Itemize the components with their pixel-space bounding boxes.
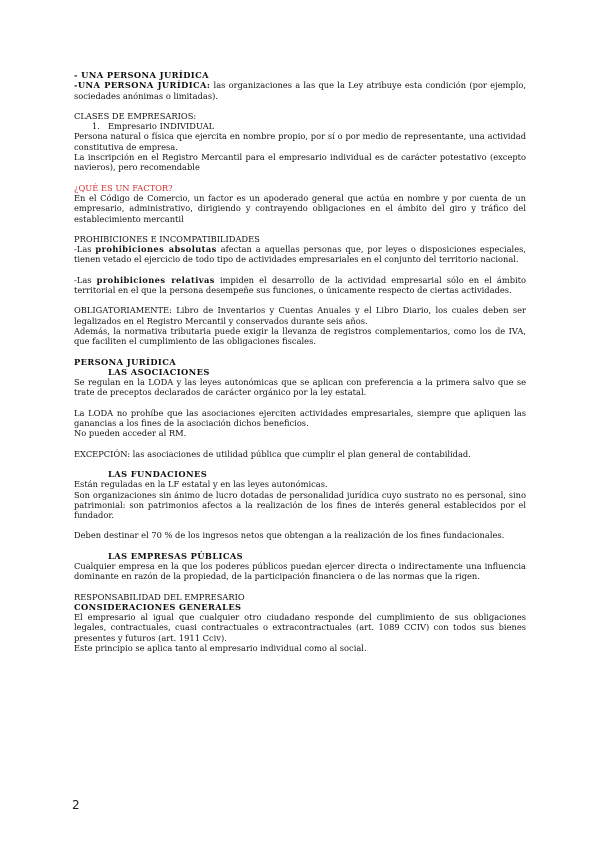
fundaciones-heading: LAS FUNDACIONES bbox=[108, 468, 208, 479]
paragraph-persona-juridica bbox=[74, 80, 526, 101]
paragraph: Cualquier empresa en la que los poderes públicos puedan ejercer directa o indirectamente una influencia dominante en razón de la propiedad, de la participación financiera o de las normas que la rigen. bbox=[74, 560, 526, 582]
list-item-label: Empresario INDIVIDUAL bbox=[108, 121, 215, 132]
paragraph: En el Código de Comercio, un factor es un apoderado general que actúa en nombre y por cuenta de un empresario, administrativo, dirigiendo y contrayendo obligaciones en el ámbito del giro y tráfico del establecimiento mercantil bbox=[74, 192, 526, 224]
paragraph-text: -Las bbox=[74, 274, 97, 285]
clases-heading: CLASES DE EMPRESARIOS: bbox=[74, 110, 197, 121]
paragraph bbox=[74, 275, 526, 296]
list-item bbox=[74, 121, 526, 131]
asociaciones-heading: LAS ASOCIACIONES bbox=[108, 366, 210, 377]
paragraph: Deben destinar el 70 % de los ingresos netos que obtengan a la realización de los fines fundacionales. bbox=[74, 530, 505, 541]
paragraph: Son organizaciones sin ánimo de lucro dotadas de personalidad jurídica cuyo sustrato no es personal, sino patrimonial: son patrimonios afectos a la realización de los fines de interés general establecidos por el fundador. bbox=[74, 489, 526, 521]
paragraph: Este principio se aplica tanto al empresario individual como al social. bbox=[74, 643, 367, 654]
document-body bbox=[74, 70, 526, 653]
paragraph: La inscripción en el Registro Mercantil para el empresario individual es de carácter potestativo (excepto navieros), pero recomendable bbox=[74, 152, 526, 173]
paragraph-text: impiden el desarrollo de la actividad empresarial sólo en el ámbito territorial en el que la persona desempeñe sus funciones, o únicamente respecto de ciertas actividades. bbox=[74, 274, 527, 296]
responsabilidad-heading: RESPONSABILIDAD DEL EMPRESARIO bbox=[74, 591, 245, 602]
prohibiciones-heading: PROHIBICIONES E INCOMPATIBILIDADES bbox=[74, 233, 260, 244]
paragraph: OBLIGATORIAMENTE: Libro de Inventarios y Cuentas Anuales y el Libro Diario, los cuales deben ser legalizados en el Registro Mercantil y conservados durante seis años. bbox=[74, 305, 526, 326]
empresas-publicas-heading: LAS EMPRESAS PÚBLICAS bbox=[108, 550, 244, 561]
paragraph: EXCEPCIÓN: las asociaciones de utilidad pública que cumplir el plan general de contabilidad. bbox=[74, 448, 471, 459]
paragraph: Persona natural o física que ejercita en nombre propio, por sí o por medio de representante, una actividad constitutiva de empresa. bbox=[74, 131, 526, 152]
paragraph-text: afectan a aquellas personas que, por leyes o disposiciones especiales, tienen vetado el ejercicio de todo tipo de actividades empresariales en el conjunto del territorio nacional. bbox=[74, 244, 526, 265]
paragraph: No pueden acceder al RM. bbox=[74, 428, 187, 439]
persona-juridica-heading: PERSONA JURÍDICA bbox=[74, 356, 177, 367]
page-number: 2 bbox=[72, 798, 80, 812]
section-heading-una-persona-juridica: - UNA PERSONA JURÍDICA bbox=[74, 70, 209, 80]
paragraph: La LODA no prohíbe que las asociaciones ejerciten actividades empresariales, siempre que apliquen las ganancias a los fines de la asociación dichos beneficios. bbox=[74, 407, 526, 429]
bold-term: prohibiciones relativas bbox=[96, 274, 215, 285]
paragraph: Además, la normativa tributaria puede exigir la llevanza de registros complementarios, como los de IVA, que faciliten el cumplimiento de las obligaciones fiscales. bbox=[74, 325, 526, 347]
paragraph bbox=[74, 244, 526, 265]
paragraph: Están reguladas en la LF estatal y en las leyes autonómicas. bbox=[74, 479, 328, 490]
bold-term: -UNA PERSONA JURÍDICA: bbox=[74, 80, 211, 91]
paragraph: El empresario al igual que cualquier otro ciudadano responde del cumplimiento de sus obligaciones legales, contractuales, cuasi contractuales o extracontractuales (art. 1089 CCIV) con todos sus bienes presentes y futuros (art. 1911 Cciv). bbox=[74, 612, 526, 643]
paragraph-text: las organizaciones a las que la Ley atribuye esta condición (por ejemplo, sociedades anónimas o limitadas). bbox=[74, 80, 526, 101]
paragraph-text: -Las bbox=[74, 244, 96, 255]
factor-question: ¿QUÉ ES UN FACTOR? bbox=[74, 182, 173, 193]
bold-term: prohibiciones absolutas bbox=[95, 244, 217, 255]
consideraciones-heading: CONSIDERACIONES GENERALES bbox=[74, 601, 242, 612]
paragraph: Se regulan en la LODA y las leyes autonómicas que se aplican con preferencia a la primera salvo que se trate de preceptos declarados de carácter orgánico por la ley estatal. bbox=[74, 377, 526, 398]
list-number: 1. bbox=[92, 121, 100, 132]
